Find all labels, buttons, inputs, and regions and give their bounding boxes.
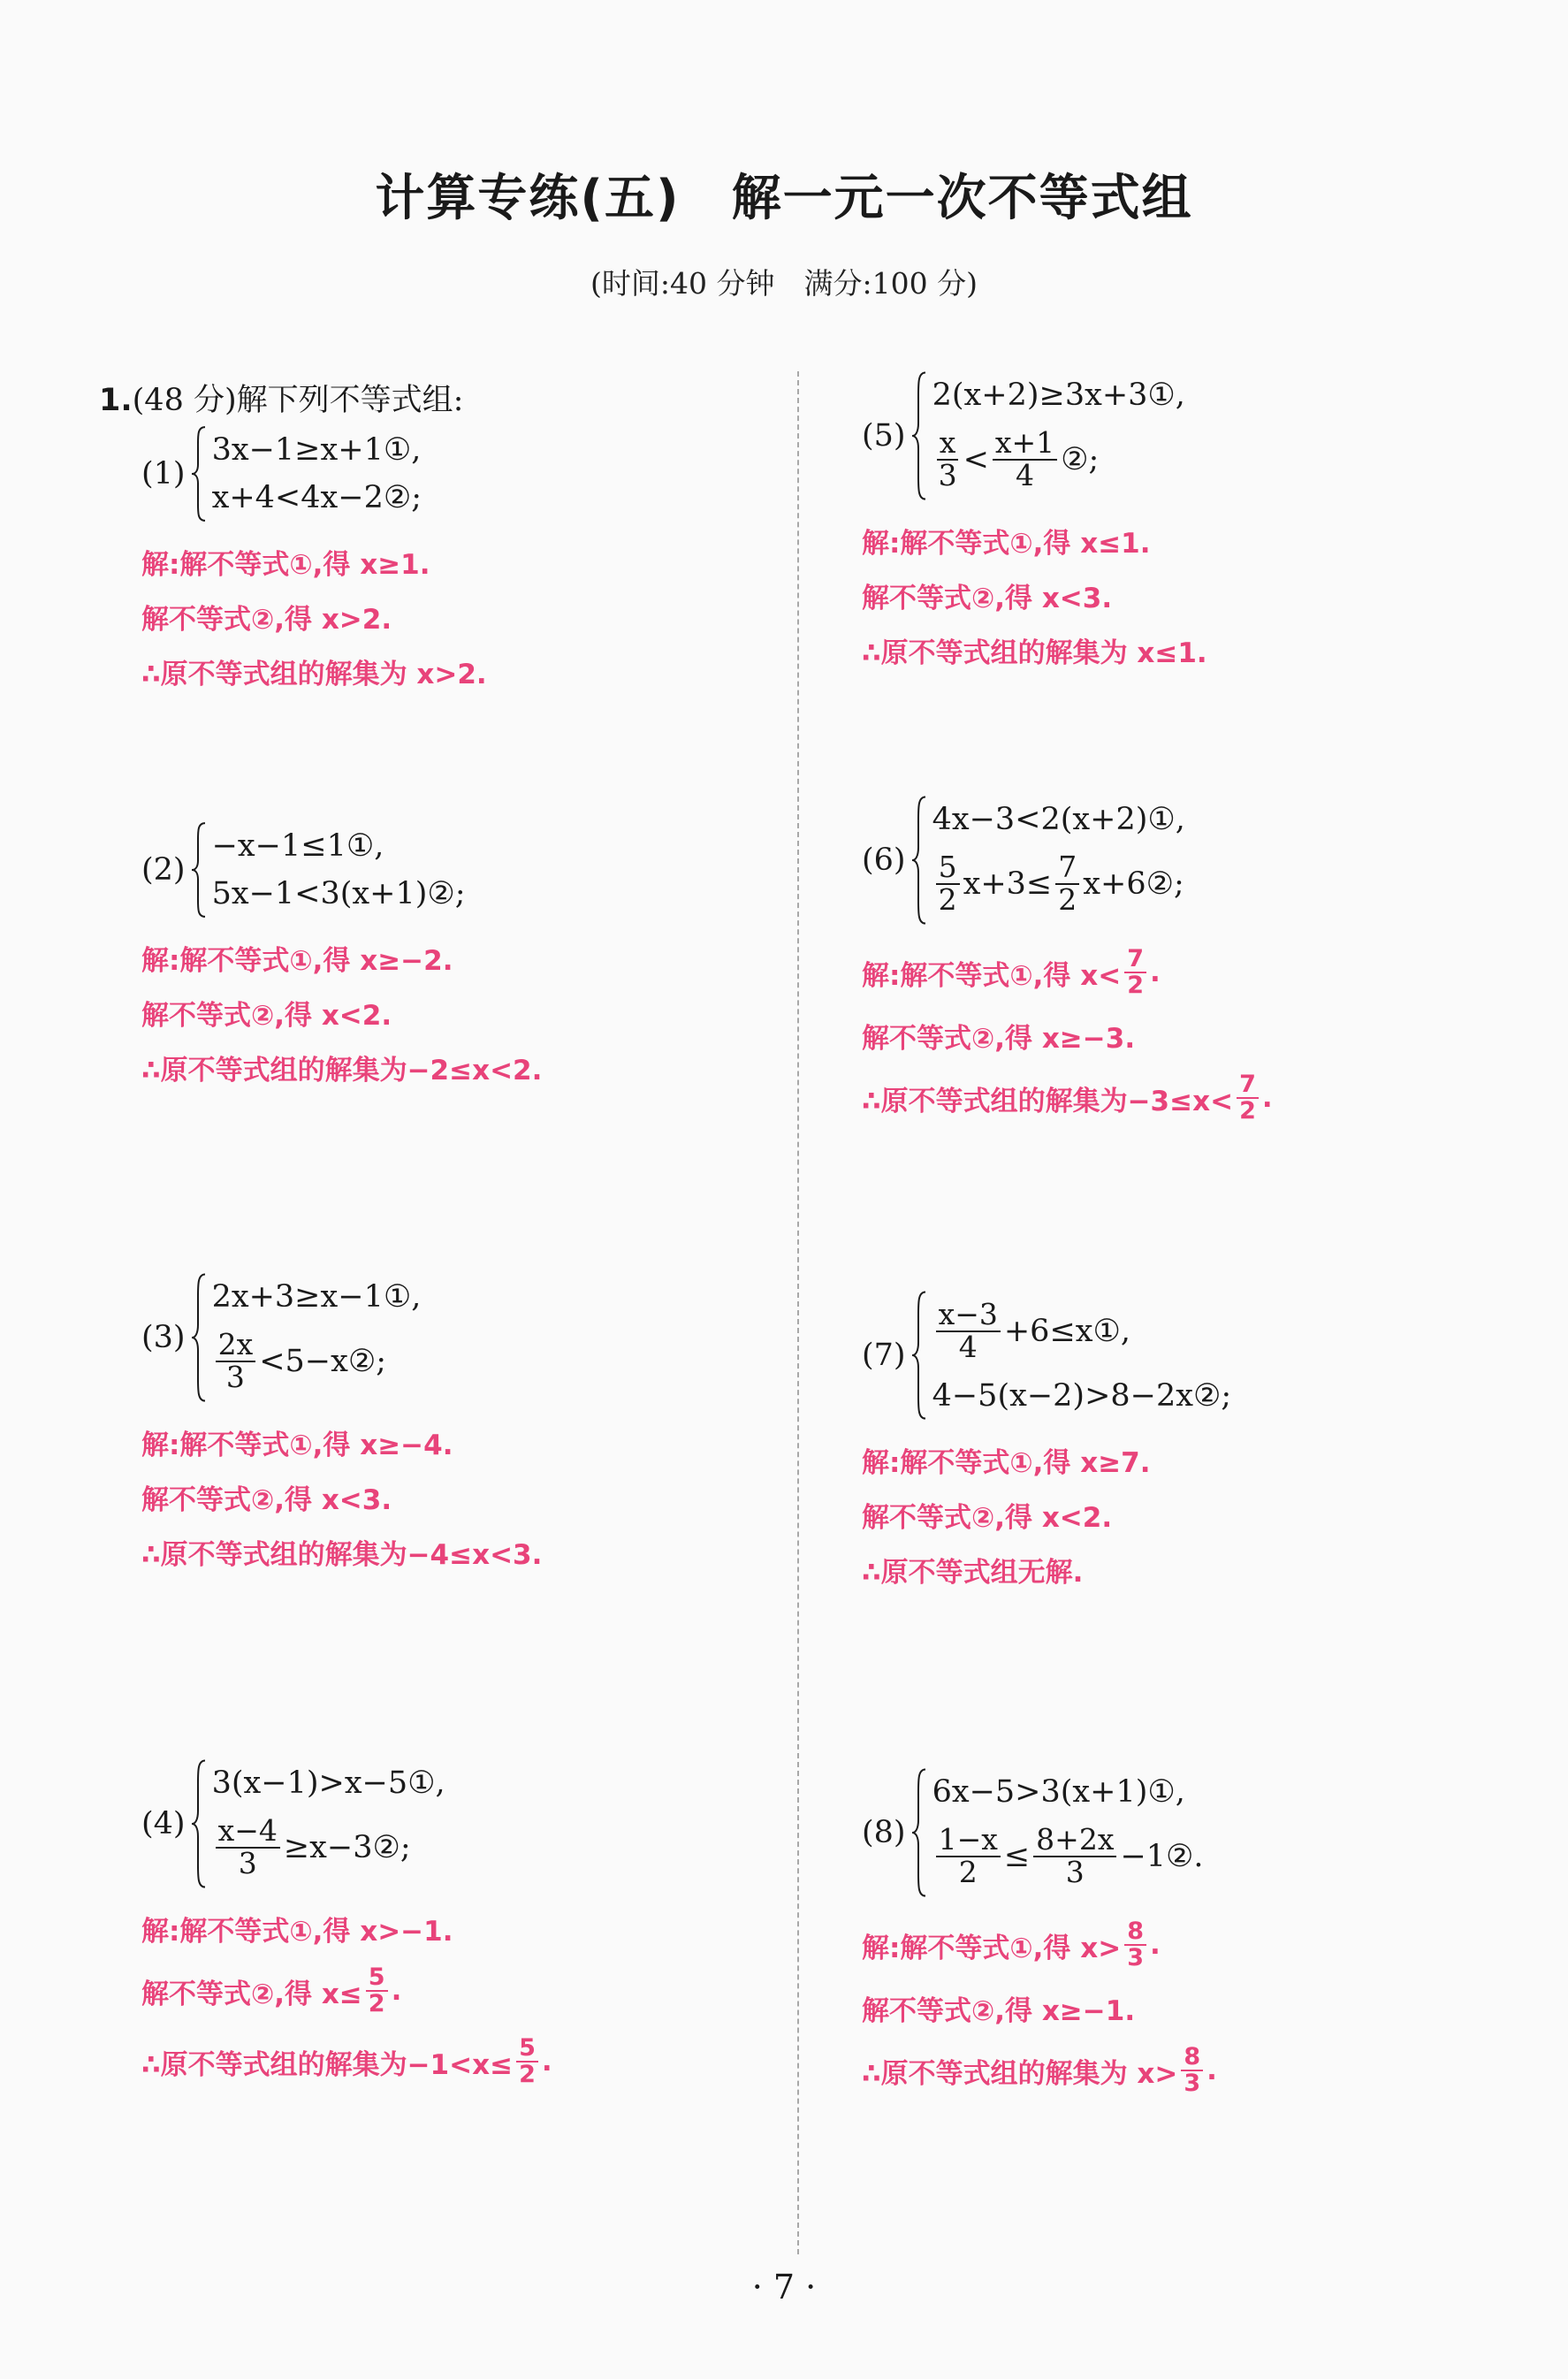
denominator: 3 bbox=[1127, 1944, 1144, 1971]
solution bbox=[141, 534, 831, 698]
inequality-line-1: 4x−3<2(x+2)①, bbox=[932, 802, 1185, 837]
fraction bbox=[993, 425, 1057, 492]
problem-6 bbox=[862, 796, 1551, 1133]
inequality-tail: x+6②; bbox=[1083, 866, 1184, 902]
solution bbox=[862, 1432, 1551, 1597]
question-number: 1. bbox=[99, 383, 133, 418]
fraction bbox=[216, 1327, 256, 1394]
solution-period: . bbox=[1149, 1929, 1161, 1961]
solution-line-3 bbox=[862, 2035, 1551, 2106]
problem-1 bbox=[141, 426, 831, 698]
solution-text: 解:解不等式①,得 x> bbox=[862, 1932, 1122, 1964]
brace-icon bbox=[191, 426, 207, 522]
solution-line-2: 解不等式②,得 x<2. bbox=[862, 1501, 1113, 1534]
inequality-line-2 bbox=[932, 1816, 1204, 1897]
solution-line-3: ∴原不等式组无解. bbox=[862, 1556, 1084, 1589]
denominator: 2 bbox=[1058, 882, 1077, 917]
problem-label: (8) bbox=[862, 1815, 906, 1850]
denominator: 3 bbox=[938, 458, 957, 492]
fraction bbox=[1237, 1072, 1259, 1125]
numerator: 7 bbox=[1124, 947, 1146, 973]
inequality-system bbox=[141, 822, 831, 918]
page-title: 计算专练(五) 解一元一次不等式组 bbox=[375, 170, 1193, 227]
fraction bbox=[936, 425, 960, 492]
inequality-system bbox=[141, 426, 831, 522]
inequality-line-1: −x−1≤1①, bbox=[211, 828, 384, 864]
fraction bbox=[1055, 852, 1079, 915]
solution-period: . bbox=[391, 1975, 402, 2007]
inequality-tail: ②; bbox=[1061, 442, 1100, 477]
solution-text: ∴原不等式组的解集为 x> bbox=[862, 2057, 1178, 2090]
numerator: 8 bbox=[1181, 2045, 1203, 2071]
problem-label: (2) bbox=[141, 852, 186, 888]
inequality-line-2 bbox=[932, 843, 1185, 925]
solution-line-2: 解不等式②,得 x<2. bbox=[141, 999, 392, 1032]
solution-period: . bbox=[1206, 2055, 1217, 2086]
problem-7 bbox=[862, 1291, 1551, 1597]
question-header bbox=[99, 376, 463, 420]
inequality-system bbox=[862, 796, 1551, 925]
page-subtitle: (时间:40 分钟 满分:100 分) bbox=[590, 266, 978, 301]
inequality-system bbox=[862, 1291, 1551, 1420]
inequality-tail: <5−x②; bbox=[259, 1344, 387, 1379]
inequality-line-1 bbox=[932, 1291, 1232, 1372]
solution-line-1: 解:解不等式①,得 x≥−2. bbox=[141, 944, 453, 977]
inequality-line-2: 4−5(x−2)>8−2x②; bbox=[932, 1378, 1232, 1414]
solution-line-2: 解不等式②,得 x≥−1. bbox=[862, 1994, 1136, 2027]
solution-period: . bbox=[1149, 957, 1161, 988]
denominator: 2 bbox=[1127, 972, 1144, 999]
numerator: 7 bbox=[1237, 1072, 1259, 1099]
denominator: 4 bbox=[958, 1330, 978, 1364]
denominator: 2 bbox=[938, 882, 957, 917]
problem-label: (7) bbox=[862, 1338, 906, 1373]
numerator: 1−x bbox=[936, 1825, 1001, 1857]
denominator: 3 bbox=[1184, 2070, 1201, 2097]
solution-line-1: 解:解不等式①,得 x≥7. bbox=[862, 1446, 1151, 1479]
problem-2 bbox=[141, 822, 831, 1094]
brace-icon bbox=[911, 796, 927, 925]
solution-line-2: 解不等式②,得 x<3. bbox=[862, 582, 1113, 614]
inequality-system bbox=[141, 1759, 831, 1888]
denominator: 2 bbox=[1239, 1097, 1256, 1125]
problem-4 bbox=[141, 1759, 831, 2097]
solution-line-3: ∴原不等式组的解集为 x>2. bbox=[141, 658, 487, 690]
numerator: x−3 bbox=[936, 1300, 1001, 1332]
solution-line-3: ∴原不等式组的解集为−4≤x<3. bbox=[141, 1538, 543, 1571]
solution-line-2: 解不等式②,得 x≥−3. bbox=[862, 1022, 1136, 1055]
fraction bbox=[366, 1965, 388, 2017]
denominator: 2 bbox=[368, 1990, 385, 2017]
inequality-tail: −1②. bbox=[1120, 1839, 1204, 1874]
problem-8 bbox=[862, 1768, 1551, 2106]
inequality-line-1: 3(x−1)>x−5①, bbox=[211, 1765, 445, 1801]
numerator: 5 bbox=[936, 852, 960, 885]
inequality-line-1: 3x−1≥x+1①, bbox=[211, 432, 422, 468]
solution bbox=[141, 1901, 831, 2097]
brace-icon bbox=[191, 1273, 207, 1402]
solution bbox=[141, 930, 831, 1094]
solution bbox=[862, 513, 1551, 677]
fraction bbox=[1124, 1919, 1146, 1971]
solution-text: 解不等式②,得 x≤ bbox=[141, 1978, 362, 2010]
fraction bbox=[1033, 1822, 1116, 1889]
numerator: x+1 bbox=[993, 428, 1057, 461]
solution-text: 解:解不等式①,得 x< bbox=[862, 959, 1122, 992]
solution-line-3: ∴原不等式组的解集为 x≤1. bbox=[862, 637, 1207, 669]
denominator: 3 bbox=[225, 1360, 245, 1394]
problem-label: (1) bbox=[141, 456, 186, 492]
fraction bbox=[516, 2033, 538, 2088]
numerator: x−4 bbox=[216, 1816, 280, 1849]
inequality-line-2: x+4<4x−2②; bbox=[211, 480, 422, 515]
inequality-line-2 bbox=[212, 1321, 422, 1402]
solution-line-3: ∴原不等式组的解集为−2≤x<2. bbox=[141, 1054, 543, 1087]
solution-line-1: 解:解不等式①,得 x≥−4. bbox=[141, 1429, 453, 1461]
brace-icon bbox=[191, 822, 207, 918]
solution-text: ∴原不等式组的解集为−1<x≤ bbox=[141, 2048, 514, 2081]
numerator: 5 bbox=[366, 1965, 388, 1992]
solution-text: ∴原不等式组的解集为−3≤x< bbox=[862, 1085, 1234, 1117]
problem-3 bbox=[141, 1273, 831, 1579]
inequality-line-1: 6x−5>3(x+1)①, bbox=[932, 1774, 1185, 1810]
denominator: 3 bbox=[238, 1846, 257, 1880]
page-number: · 7 · bbox=[751, 2268, 817, 2307]
inequality-middle: x+3≤ bbox=[963, 866, 1053, 902]
inequality-line-2 bbox=[212, 1807, 445, 1888]
solution-line-1: 解:解不等式①,得 x≥1. bbox=[141, 548, 430, 581]
inequality-line-1: 2x+3≥x−1①, bbox=[211, 1279, 422, 1315]
numerator: 8 bbox=[1124, 1919, 1146, 1946]
solution-line-1: 解:解不等式①,得 x≤1. bbox=[862, 527, 1151, 560]
fraction bbox=[936, 852, 960, 915]
problem-5 bbox=[862, 371, 1551, 677]
solution bbox=[862, 1910, 1551, 2106]
denominator: 2 bbox=[958, 1855, 978, 1889]
fraction bbox=[936, 1822, 1001, 1889]
inequality-line-2 bbox=[932, 419, 1185, 500]
solution bbox=[141, 1414, 831, 1579]
problem-label: (5) bbox=[862, 418, 906, 454]
numerator: 5 bbox=[516, 2036, 538, 2063]
solution-line-3 bbox=[862, 1063, 1551, 1133]
denominator: 2 bbox=[519, 2061, 536, 2088]
numerator: 8+2x bbox=[1033, 1825, 1116, 1857]
inequality-line-1: 2(x+2)≥3x+3①, bbox=[932, 377, 1185, 413]
denominator: 4 bbox=[1016, 458, 1035, 492]
fraction bbox=[1181, 2042, 1203, 2097]
inequality-line-2: 5x−1<3(x+1)②; bbox=[211, 876, 466, 911]
inequality-sign: ≤ bbox=[1003, 1839, 1031, 1874]
solution-period: . bbox=[541, 2046, 552, 2078]
numerator: x bbox=[937, 428, 959, 461]
problem-label: (3) bbox=[141, 1320, 186, 1355]
brace-icon bbox=[911, 1291, 927, 1420]
question-text: (48 分)解下列不等式组: bbox=[132, 383, 464, 418]
brace-icon bbox=[911, 371, 927, 500]
solution bbox=[862, 937, 1551, 1133]
solution-period: . bbox=[1261, 1082, 1273, 1114]
inequality-sign: < bbox=[963, 442, 989, 477]
solution-line-1 bbox=[862, 937, 1551, 1008]
denominator: 3 bbox=[1065, 1855, 1085, 1889]
brace-icon bbox=[911, 1768, 927, 1897]
fraction bbox=[1124, 944, 1146, 999]
numerator: 2x bbox=[216, 1330, 256, 1362]
inequality-tail: +6≤x①, bbox=[1003, 1314, 1131, 1349]
solution-line-1 bbox=[862, 1910, 1551, 1980]
numerator: 7 bbox=[1055, 852, 1079, 885]
inequality-system bbox=[862, 1768, 1551, 1897]
inequality-tail: ≥x−3②; bbox=[283, 1830, 411, 1865]
inequality-system bbox=[862, 371, 1551, 500]
solution-line-2: 解不等式②,得 x>2. bbox=[141, 603, 392, 636]
solution-line-2: 解不等式②,得 x<3. bbox=[141, 1483, 392, 1516]
solution-line-3 bbox=[141, 2026, 831, 2097]
solution-line-1: 解:解不等式①,得 x>−1. bbox=[141, 1915, 453, 1948]
problem-label: (6) bbox=[862, 843, 906, 878]
problem-label: (4) bbox=[141, 1806, 186, 1841]
inequality-system bbox=[141, 1273, 831, 1402]
brace-icon bbox=[191, 1759, 207, 1888]
fraction bbox=[936, 1297, 1001, 1364]
fraction bbox=[216, 1813, 280, 1880]
solution-line-2 bbox=[141, 1956, 831, 2026]
